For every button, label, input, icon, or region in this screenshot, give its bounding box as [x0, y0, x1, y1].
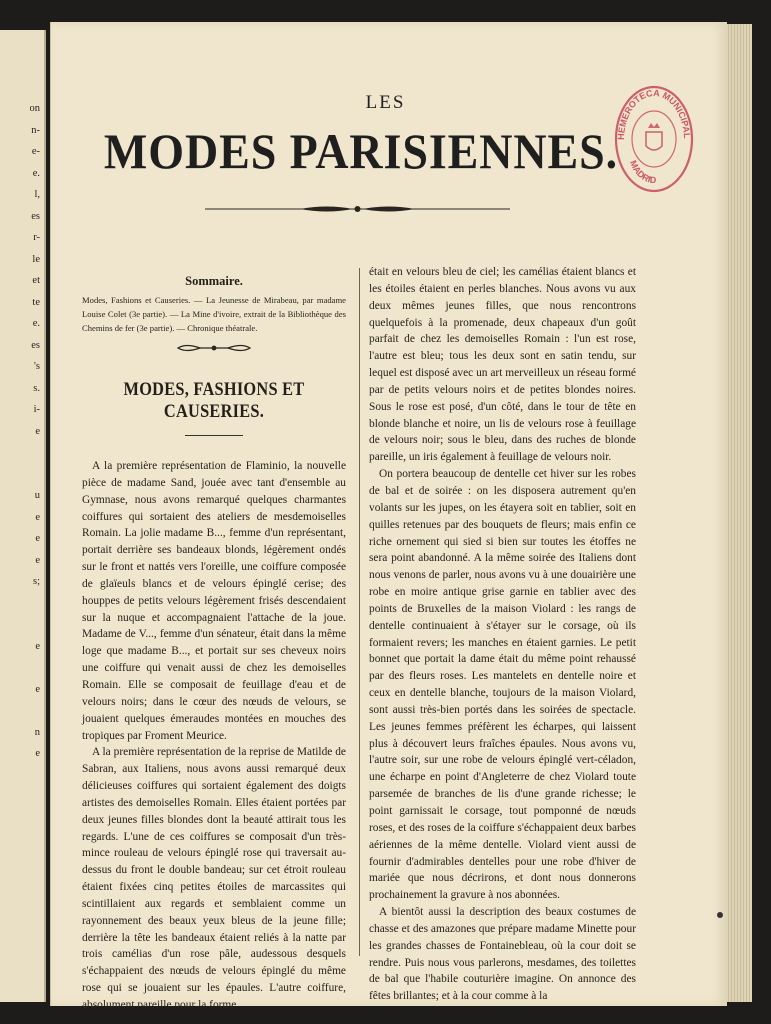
sommaire-ornament: [176, 343, 252, 353]
prev-page-fragment: e: [35, 533, 40, 544]
prev-page-fragment: s;: [32, 576, 40, 587]
article-paragraph: On portera beaucoup de dentelle cet hiver sur les robes de bal et de soirée : on les disposera autrement qu'en volants sur les jupes, on les étayera soit en tablier, soit en quilles retenues par des bouquets de fleurs; mais enfin ce riche ornement qui sied si bien sur toutes les étoffes ne sera point abandonné. A la même soirée des Italiens dont nous venons de parler, nous avons vu à une douairière une robe en moire antique grise garnie en tablier avec des points de Bruxelles de la maison Violard : les rangs de dentelle continuaient à s'étayer sur le corsage, où ils formaient revers; les manches en étaient garnies. Le petit bonnet que portait la dame était du même point rehaussé par des fleurs roses. Les mantelets en dentelle noire et ceux en dentelle blanche, toujours de la maison Violard, sont aussi très-bien portés dans les soirées de spectacle. Les jeunes femmes préfèrent les écharpes, qui laissent plus à découvert leurs fraîches épaules. Nous avons vu, l'autre soir, sur une robe de velours épinglé vert-céladon, une écharpe en point d'Angleterre de chez Violard toute parsemée de branches de lis d'une grande richesse; le point garnissait le corsage, tout pomponné de nœuds roses, et des roses de la coiffure s'échappaient deux barbes aériennes de la même dentelle. Violard vient aussi de fournir d'admirables dentelles pour une robe d'hiver de mariée que nous décrirons, et dont nous donnerons prochainement la gravure à nos abonnées.: [369, 468, 636, 902]
masthead-title: MODES PARISIENNES.: [103, 123, 619, 179]
prev-page-fragment: n-: [31, 124, 40, 136]
sommaire-body: Modes, Fashions et Causeries. — La Jeunesse de Mirabeau, par madame Louise Colet (3e partie). — La Mine d'ivoire, extrait de la Bibliothèque des Chemins de fer (3e partie). — Chronique théatrale.: [82, 295, 346, 333]
prev-page-fragment: on: [29, 103, 40, 114]
left-column: [82, 268, 346, 1014]
column-divider: [359, 268, 360, 956]
prev-page-fragment: s.: [33, 382, 40, 394]
prev-page-fragment: et: [32, 275, 40, 286]
binding-pin-mark: [717, 912, 723, 918]
prev-page-fragment: es: [31, 339, 40, 351]
article-paragraph: A bientôt aussi la description des beaux costumes de chasse et des amazones que prépare madame Minette pour les grandes chasses de Fontainebleau, où la cour doit se rendre. Puis nous vous parlerons, mesdames, des toilettes de bal que l'habile couturière imagine. On annonce des fêtes brillantes; et à la cour comme à la: [369, 906, 636, 1003]
prev-page-fragment: te: [32, 296, 40, 308]
prev-page-fragment: e: [35, 683, 40, 695]
masthead-flourish-ornament: [205, 203, 510, 215]
prev-page-fragment: e-: [31, 146, 40, 157]
article-paragraph: A la première représentation de la reprise de Matilde de Sabran, aux Italiens, nous avons aussi remarqué deux délicieuses coiffures qui sortaient également des doigts artistes des demoiselles Romain. Elles étaient portées par deux jeunes filles blondes dont la beauté attirait tous les regards. L'une de ces coiffures se composait d'un très-mince rouleau de velours épinglé rose qui traversait au-dessus du front le double bandeau; sur cet étroit rouleau étaient fixées cinq petites étoiles de marcassites qui scintillaient aux regards et semblaient comme un rayonnement des beaux yeux bleus de la jeune fille; derrière la tête les bandeaux étaient reliés à la natte par trois camélias d'un rose pâle, audessous desquels s'échappaient des nœuds de velours épinglé du même rose qui se jouaient sur les épaules. L'autre coiffure, absolument pareille pour la forme,: [82, 746, 346, 1011]
section-title: MODES, FASHIONS ET CAUSERIES.: [123, 379, 305, 422]
sommaire-title: Sommaire.: [185, 274, 243, 288]
page-stack-edge: [726, 24, 752, 1002]
stamp-lower-text: MADRID: [627, 158, 657, 186]
prev-page-fragment: u: [34, 490, 40, 501]
prev-page-fragment: n: [34, 726, 40, 738]
prev-page-fragment: e: [35, 425, 40, 437]
prev-page-fragment: e: [35, 554, 40, 566]
prev-page-fragment: i-: [33, 404, 40, 415]
right-column: [369, 264, 636, 1005]
prev-page-fragment: e.: [32, 318, 40, 329]
stamp-arc-text: HEMEROTECA MUNICIPAL: [615, 87, 693, 141]
prev-page-fragment: e: [35, 511, 40, 523]
prev-page-fragment: l,: [34, 189, 40, 200]
prev-page-fragment: e.: [32, 167, 40, 179]
prev-page-fragment: e: [35, 640, 40, 652]
article-paragraph: A la première représentation de Flaminio, la nouvelle pièce de madame Sand, jouée avec tant d'ensemble au Gymnase, nous avons remarqué quelques charmantes coiffures qui sortaient des ateliers de mesdemoiselles Romain. La jolie madame B..., femme d'un représentant, portait derrière ses bandeaux blonds, légèrement ondés sur le front et nattés vers l'oreille, une coiffure composée de glaïeuls blancs et de velours épinglé cerise; des houppes de petits velours légèrement frisés descendaient sur la nuque et accompagnaient l'attache de la joue. Madame de V..., femme d'un sénateur, était dans la même loge que madame B..., et portait sur ses cheveux noirs une coiffure qui venait aussi de chez les demoiselles Romain. Elle se composait de feuillage d'eau et de velours noirs; dans le cœur des nœuds de velours, se jouaient quelques émeraudes montées en mouches des tropiques par Froment Meurice.: [82, 460, 346, 742]
prev-page-fragment: es: [31, 210, 40, 222]
prev-page-fragment: r-: [33, 232, 40, 243]
prev-page-fragment: le: [32, 253, 40, 265]
header-les: LES: [365, 92, 406, 113]
prev-page-fragment: e: [35, 748, 40, 759]
article-paragraph: était en velours bleu de ciel; les camélias étaient blancs et les étoiles étaient en perles blanches. Nous avons vu aux deux mêmes jeunes filles, que nous rencontrons quelquefois à la promenade, deux chapeaux d'un goût parfait de chez les demoiselles Romain : l'un est rose, l'autre est bleu; tous les deux sont en satin tendu, sur lequel est disposé avec un art merveilleux un réseau formé par de petits velours noirs et de petites blondes noires. Sous le rose est posé, d'un côté, dans le tour de tête en blonde blanche et noire, un lis de velours rose à feuillage de velours noir; sous le bleu, dans des ruches de blonde pareille, un iris également à feuillage de velours noir.: [369, 266, 636, 464]
prev-page-fragment: 's: [34, 361, 40, 372]
section-rule: [185, 435, 243, 436]
library-seal-stamp: [612, 82, 696, 196]
